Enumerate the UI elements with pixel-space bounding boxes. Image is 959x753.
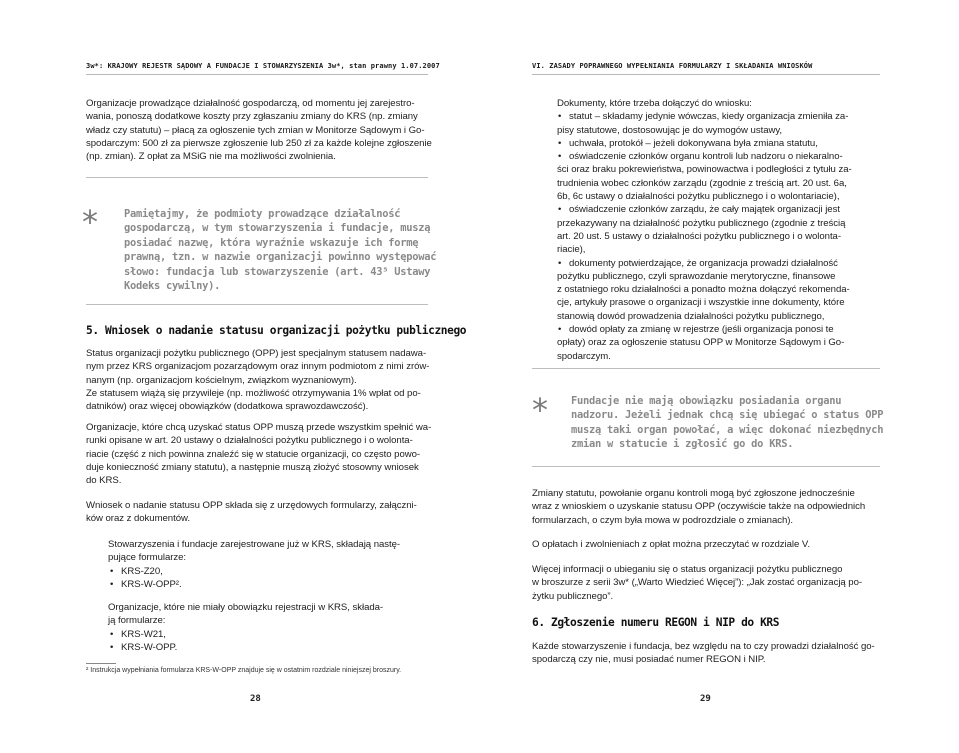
footnote-rule [86, 663, 116, 664]
regon-nip-paragraph: Każde stowarzyszenie i fundacja, bez względu na to czy prowadzi działalność go- spodarczą czy nie, musi posiadać numer REGON i NIP. [532, 641, 875, 666]
opp-conditions-paragraph: Organizacje, które chcą uzyskać status OPP muszą przede wszystkim spełnić wa- runki opisane w art. 20 ustawy o działalności pożytku publicznego i o wolonta- riacie (część z nich powinna znaleźć się w statucie organizacji, co często powo- duje konieczność zmiany statutu), a następnie muszą złożyć stosowny wniosek do KRS. [86, 422, 432, 487]
list-item: • statut – składamy jedynie wówczas, kiedy organizacja zmieniła za- [569, 110, 852, 123]
documents-list: Dokumenty, które trzeba dołączyć do wniosku: • statut – składamy jedynie wówczas, kiedy organizacja zmieniła za- pisy statutowe, dostosowując je do wymogów ustawy, • uchwała, protokół – jeżeli dokonywana była zmiana statutu, • oświadczenie członków organu kontroli lub nadzoru o niekaralno- ści oraz braku pokrewieństwa, powinowactwa i podległości z tytułu za- trudnienia wobec członków zarządu (zgodnie z treścią art. 20 ust. 6a, 6b, 6c ustawy o działalności pożytku publicznego i o wolontariacie), • oświadczenie członków zarządu, że cały majątek organizacji jest przekazywany na działalność pożytku publicznego (zgodnie z treścią art. 20 ust. 5 ustawy o działalności pożytku publicznego i o wolonta- riacie), • dokumenty potwierdzające, że organizacja prowadzi działalność pożytku publicznego, czyli sprawozdanie merytoryczne, finansowe z ostatniego roku działalności a ponadto można dołączyć rekomenda- cje, artykuły prasowe o organizacji i wszystkie inne dokumenty, które stanowią dowód prowadzenia działalności pożytku publicznego, • dowód opłaty za zmianę w rejestrze (jeśli organizacja ponosi te opłaty) oraz za ogłoszenie statusu OPP w Monitorze Sądowym i Go- spodarczym. [557, 97, 852, 363]
section-title-5: 5. Wniosek o nadanie statusu organizacji pożytku publicznego [86, 324, 467, 337]
form-list-registered: Stowarzyszenia i fundacje zarejestrowane już w KRS, składają nastę- pujące formularze: • KRS-Z20, • KRS-W-OPP². [108, 538, 400, 591]
list-item: • KRS-Z20, [121, 565, 400, 578]
fees-paragraph: O opłatach i zwolnieniach z opłat można przeczytać w rozdziale V. [532, 539, 810, 550]
asterisk-icon: * [82, 203, 98, 241]
list-item: • KRS-W21, [121, 628, 383, 641]
list-item: • KRS-W-OPP. [121, 641, 383, 654]
statute-changes-paragraph: Zmiany statutu, powołanie organu kontroli mogą być zgłoszone jednocześnie wraz z wnioskiem o uzyskanie statusu OPP (oczywiście także na odpowiednich formularzach, o czym była mowa w podrozdziale o zmianach). [532, 488, 866, 526]
page-number-right: 29 [700, 694, 711, 704]
callout-note: Pamiętajmy, że podmioty prowadzące działalność gospodarczą, w tym stowarzyszenia i fundacje, muszą posiadać nazwę, która wyraźnie wskazuje ich formę prawną, tzn. w nazwie organizacji powinno występować słowo: fundacja lub stowarzyszenie (art. 43⁵ Ustawy Kodeks cywilny). [124, 208, 437, 293]
list-item: • dowód opłaty za zmianę w rejestrze (jeśli organizacja ponosi te [569, 323, 852, 336]
intro-paragraph: Organizacje prowadzące działalność gospodarczą, od momentu jej zarejestro- wania, ponoszą dodatkowe koszty przy zgłaszaniu zmiany do KRS (np. zmiany władz czy statutu) – płacą za ogłoszenie tych zmian w Monitorze Sądowym i Go- spodarczym: 500 zł za pierwsze zgłoszenie lub 250 zł za każde kolejne zgłoszenie (np. zmian). Z opłat za MSiG nie ma możliwości zwolnienia. [86, 98, 432, 163]
opp-status-paragraph: Status organizacji pożytku publicznego (OPP) jest specjalnym statusem nadawa- nym przez KRS organizacjom pozarządowym oraz innym podmiotom z nimi zrów- nanym (np. organizacjom kościelnym, związkom wyznaniowym). Ze statusem wiążą się przywileje (np. możliwość otrzymywania 1% wpłat od po- datników) oraz więcej obowiązków (dodatkowa sprawozdawczość). [86, 348, 430, 413]
page-number-left: 28 [250, 694, 261, 704]
header-rule-right [532, 74, 880, 75]
list-item: • oświadczenie członków zarządu, że cały majątek organizacji jest [569, 203, 852, 216]
list-item: • uchwała, protokół – jeżeli dokonywana była zmiana statutu, [569, 137, 852, 150]
callout-top-rule [532, 368, 880, 369]
callout-note: Fundacje nie mają obowiązku posiadania organu nadzoru. Jeżeli jednak chcą się ubiegać o status OPP muszą taki organ powołać, a więc dokonać niezbędnych zmian w statucie i zgłosić go do KRS. [571, 395, 884, 451]
list-item: • dokumenty potwierdzające, że organizacja prowadzi działalność [569, 257, 852, 270]
list-item: • KRS-W-OPP². [121, 578, 400, 591]
callout-bottom-rule [532, 466, 880, 467]
asterisk-icon: * [532, 391, 548, 429]
callout-bottom-rule [86, 304, 428, 305]
opp-application-paragraph: Wniosek o nadanie statusu OPP składa się z urzędowych formularzy, załączni- ków oraz z dokumentów. [86, 500, 417, 525]
list-item: • oświadczenie członków organu kontroli lub nadzoru o niekaralno- [569, 150, 852, 163]
header-rule-left [86, 74, 428, 75]
callout-top-rule [86, 177, 428, 178]
right-page [480, 0, 959, 753]
running-header-right: VI. ZASADY POPRAWNEGO WYPEŁNIANIA FORMULARZY I SKŁADANIA WNIOSKÓW [532, 62, 813, 70]
footnote: ² Instrukcja wypełniania formularza KRS-W-OPP znajduje się w ostatnim rozdziale niniejszej broszury. [86, 667, 402, 674]
more-info-paragraph: Więcej informacji o ubieganiu się o status organizacji pożytku publicznego w broszurze z serii 3w* („Warto Wiedzieć Więcej”): „Jak zostać organizacją po- żytku publicznego”. [532, 564, 863, 602]
running-header-left: 3w*: KRAJOWY REJESTR SĄDOWY A FUNDACJE I STOWARZYSZENIA 3w*, stan prawny 1.07.2007 [86, 62, 440, 70]
section-title-6: 6. Zgłoszenie numeru REGON i NIP do KRS [532, 616, 780, 629]
form-list-unregistered: Organizacje, które nie miały obowiązku rejestracji w KRS, składa- ją formularze: • KRS-W21, • KRS-W-OPP. [108, 601, 383, 654]
